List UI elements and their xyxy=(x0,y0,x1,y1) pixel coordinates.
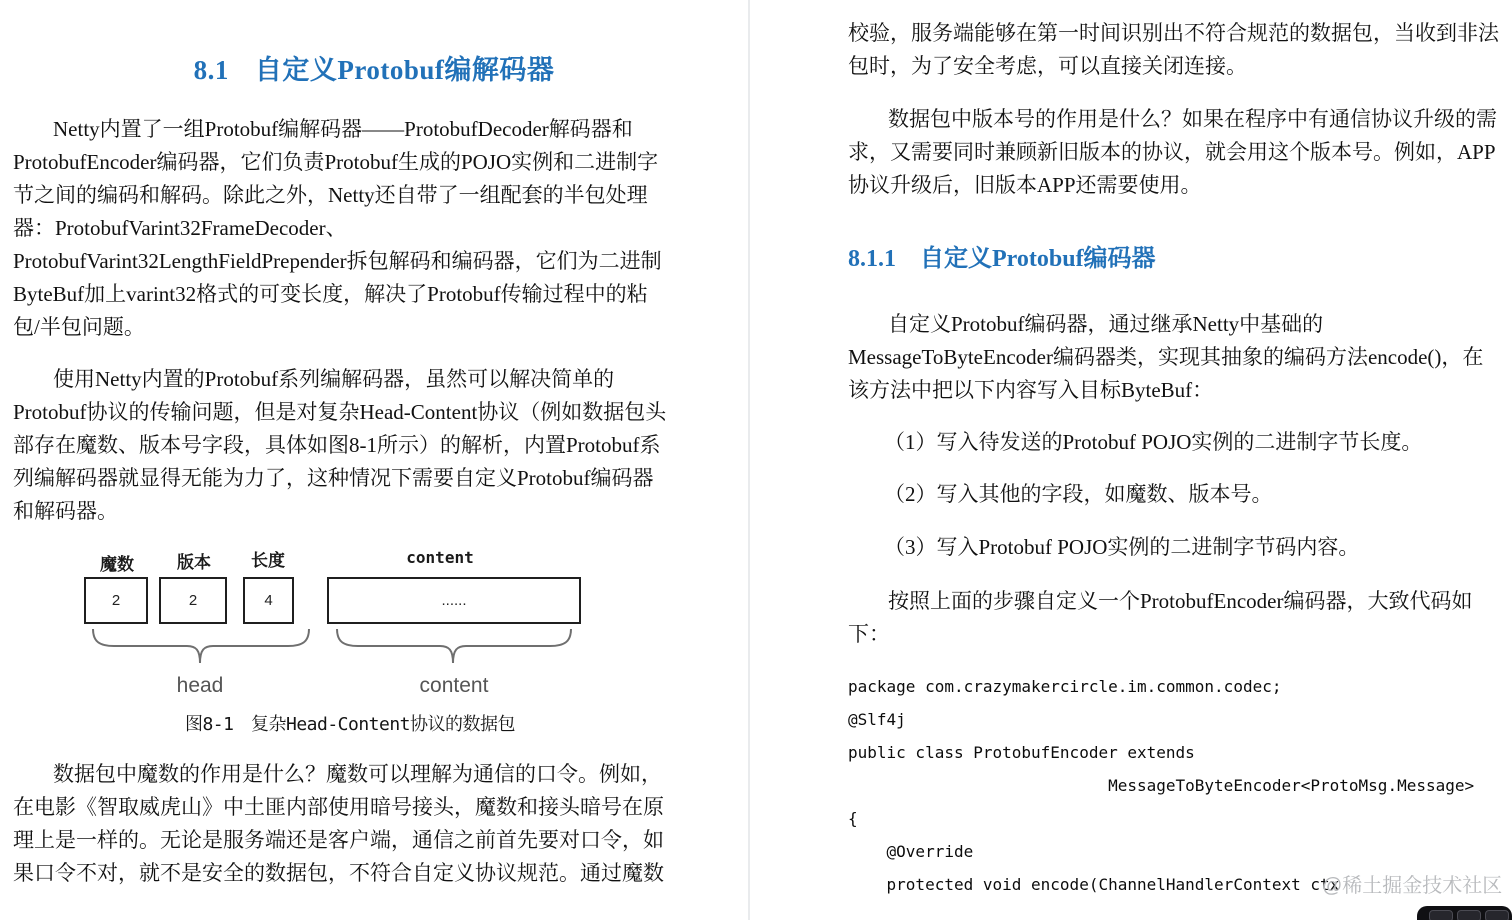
text-line: 和解码器。 xyxy=(13,499,118,523)
paragraph xyxy=(848,585,1498,651)
text-line: 下： xyxy=(848,622,890,646)
text-line: 使用Netty内置的Protobuf系列编解码器，虽然可以解决简单的 xyxy=(53,367,615,391)
text-line: 在电影《智取威虎山》中土匪内部使用暗号接头，魔数和接头暗号在原 xyxy=(13,795,664,819)
text-line: 包/半包问题。 xyxy=(13,315,145,339)
code-line: @Override xyxy=(848,842,974,861)
toolbar-button[interactable] xyxy=(1485,910,1509,920)
section-heading-8-1-1 xyxy=(848,238,1498,273)
field-label-version: 版本 xyxy=(177,553,211,572)
paragraph xyxy=(13,363,673,528)
text-line: ProtobufEncoder编码器，它们负责Protobuf生成的POJO实例和二进制字 xyxy=(13,150,659,174)
code-line: MessageToByteEncoder<ProtoMsg.Message> xyxy=(848,776,1475,795)
text-line: 果口令不对，就不是安全的数据包，不符合自定义协议规范。通过魔数 xyxy=(13,861,664,885)
field-value: ...... xyxy=(441,592,467,609)
text-line: ProtobufVarint32LengthFieldPrepender拆包解码和编码器，它们为二进制 xyxy=(13,249,662,273)
book-page-left xyxy=(0,0,748,920)
field-label-length: 长度 xyxy=(251,551,285,570)
code-line: protected void encode(ChannelHandlerContext ctx xyxy=(848,875,1340,894)
code-block xyxy=(848,670,1498,901)
field-box-length xyxy=(243,577,294,624)
section-number: 8.1.1 xyxy=(848,246,896,272)
section-title: 自定义Protobuf编解码器 xyxy=(254,55,555,85)
paragraph xyxy=(848,308,1498,407)
toolbar-button[interactable] xyxy=(1457,910,1481,920)
text-line: 包时，为了安全考虑，可以直接关闭连接。 xyxy=(848,54,1247,78)
field-box-content xyxy=(327,577,581,624)
text-line: 节之间的编码和解码。除此之外，Netty还自带了一组配套的半包处理 xyxy=(13,183,648,207)
code-line: { xyxy=(848,809,858,828)
text-line: 器：ProtobufVarint32FrameDecoder、 xyxy=(13,216,347,240)
text-line: 协议升级后，旧版本APP还需要使用。 xyxy=(848,173,1202,197)
section-title: 自定义Protobuf编码器 xyxy=(920,246,1156,272)
list-item: （1）写入待发送的Protobuf POJO实例的二进制字节长度。 xyxy=(884,430,1423,454)
text-line: 该方法中把以下内容写入目标ByteBuf： xyxy=(848,378,1214,402)
text-line: 数据包中魔数的作用是什么？魔数可以理解为通信的口令。例如， xyxy=(53,762,662,786)
field-label-magic: 魔数 xyxy=(100,555,134,574)
section-heading-8-1 xyxy=(0,48,748,87)
code-line: package com.crazymakercircle.im.common.codec; xyxy=(848,677,1282,696)
brace-content xyxy=(336,629,572,669)
field-box-version xyxy=(159,577,227,624)
brace-label-content: content xyxy=(419,674,489,697)
field-value: 2 xyxy=(111,592,121,609)
figure-caption: 图8-1 复杂Head-Content协议的数据包 xyxy=(184,714,516,735)
text-line: MessageToByteEncoder编码器类，实现其抽象的编码方法encode()，在 xyxy=(848,345,1484,369)
paragraph xyxy=(848,17,1498,83)
text-line: 理上是一样的。无论是服务端还是客户端，通信之前首先要对口令，如 xyxy=(13,828,664,852)
paragraph xyxy=(848,103,1498,202)
book-page-right xyxy=(750,0,1512,920)
section-number: 8.1 xyxy=(193,55,229,85)
brace-label-head: head xyxy=(176,674,224,697)
paragraph xyxy=(13,113,673,344)
text-line: 求，又需要同时兼顾新旧版本的协议，就会用这个版本号。例如，APP xyxy=(848,140,1496,164)
text-line: ByteBuf加上varint32格式的可变长度，解决了Protobuf传输过程中的粘 xyxy=(13,282,648,306)
text-line: 数据包中版本号的作用是什么？如果在程序中有通信协议升级的需 xyxy=(888,107,1497,131)
text-line: Netty内置了一组Protobuf编解码器——ProtobufDecoder解码器和 xyxy=(53,117,633,141)
field-value: 4 xyxy=(264,592,273,609)
toolbar-button[interactable] xyxy=(1429,910,1453,920)
text-line: 校验，服务端能够在第一时间识别出不符合规范的数据包，当收到非法 xyxy=(848,21,1499,45)
text-line: 按照上面的步骤自定义一个ProtobufEncoder编码器，大致代码如 xyxy=(888,589,1473,613)
text-line: Protobuf协议的传输问题，但是对复杂Head-Content协议（例如数据包头 xyxy=(13,400,667,424)
text-line: 列编解码器就显得无能为力了，这种情况下需要自定义Protobuf编码器 xyxy=(13,466,654,490)
list-item: （3）写入Protobuf POJO实例的二进制字节码内容。 xyxy=(884,535,1360,559)
text-line: 部存在魔数、版本号字段，具体如图8-1所示）的解析，内置Protobuf系 xyxy=(13,433,661,457)
field-box-magic xyxy=(84,577,148,624)
site-watermark: @稀土掘金技术社区 xyxy=(1322,875,1503,897)
field-value: 2 xyxy=(188,592,198,609)
paragraph xyxy=(13,758,673,890)
list-item: （2）写入其他的字段，如魔数、版本号。 xyxy=(884,482,1273,506)
code-line: @Slf4j xyxy=(848,710,906,729)
text-line: 自定义Protobuf编码器，通过继承Netty中基础的 xyxy=(888,312,1324,336)
floating-toolbar[interactable] xyxy=(1417,906,1512,920)
code-line: public class ProtobufEncoder extends xyxy=(848,743,1195,762)
field-label-content: content xyxy=(406,548,474,567)
brace-head xyxy=(92,629,310,669)
